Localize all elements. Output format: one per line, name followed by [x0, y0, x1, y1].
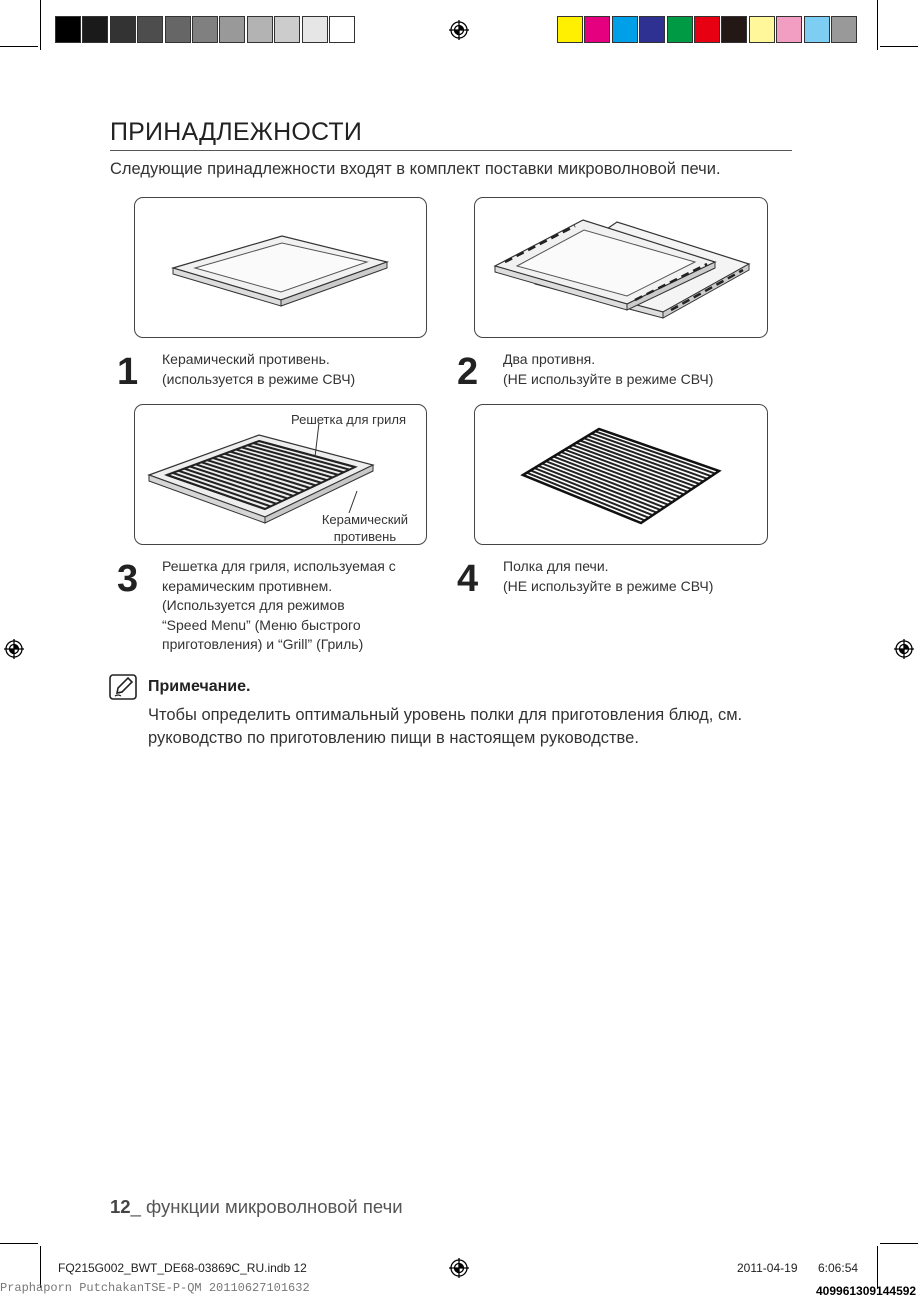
crop-mark [40, 0, 41, 50]
color-swatch [247, 16, 273, 43]
color-swatch [82, 16, 108, 43]
item-caption-4: Полка для печи. (НЕ используйте в режиме СВЧ) [503, 558, 714, 594]
note-body: Чтобы определить оптимальный уровень полки для приготовления блюд, см. руководство по приготовлению пищи в настоящем руководстве. [148, 706, 743, 747]
color-swatch [137, 16, 163, 43]
crop-mark [880, 1243, 918, 1244]
color-swatch [110, 16, 136, 43]
page-footer [110, 1196, 403, 1218]
color-swatch [749, 16, 775, 43]
item-number-2: 2 [457, 351, 479, 393]
item-number-1: 1 [117, 351, 139, 393]
note-heading: Примечание. [148, 678, 251, 695]
footer-section-name: _ функции микроволновой печи [130, 1196, 403, 1217]
color-swatch [192, 16, 218, 43]
slug-filename: FQ215G002_BWT_DE68-03869C_RU.indb 12 [58, 1261, 307, 1275]
ceramic-tray-illustration [134, 197, 427, 338]
color-swatch [219, 16, 245, 43]
page-number: 12 [110, 1196, 131, 1217]
note-pencil-icon [109, 674, 137, 700]
slug-barcode: 409961309144592 [816, 1284, 917, 1298]
registration-mark-icon [4, 639, 24, 659]
title-rule [110, 150, 792, 151]
crop-mark [880, 46, 918, 47]
color-swatch [831, 16, 857, 43]
color-swatch [329, 16, 355, 43]
grill-rack-callout: Решетка для гриля [290, 412, 406, 427]
slug-operator: Praphaporn PutchakanTSE-P-QM 20110627101632 [0, 1281, 310, 1295]
item-caption-2: Два противня. (НЕ используйте в режиме СВЧ) [503, 351, 714, 387]
item-caption-1: Керамический противень. (используется в режиме СВЧ) [162, 351, 356, 387]
ceramic-tray-callout: Керамический противень [321, 512, 408, 544]
color-swatch [584, 16, 610, 43]
item-number-3: 3 [117, 558, 139, 600]
crop-mark [877, 1246, 878, 1288]
intro-text: Следующие принадлежности входят в комплект поставки микроволновой печи. [110, 160, 721, 178]
color-swatch [165, 16, 191, 43]
color-swatch [274, 16, 300, 43]
crop-mark [877, 0, 878, 50]
color-swatch [804, 16, 830, 43]
item-caption-3: Решетка для гриля, используемая с керамическим противнем. (Используется для режимов “Speed Menu” (Меню быстрого приготовления) и “Grill” (Гриль) [162, 558, 396, 652]
item-number-4: 4 [457, 558, 479, 600]
color-swatch [667, 16, 693, 43]
color-swatch [557, 16, 583, 43]
registration-mark-icon [449, 20, 469, 40]
crop-mark [0, 46, 38, 47]
page-title: ПРИНАДЛЕЖНОСТИ [110, 118, 363, 146]
oven-shelf-illustration [474, 404, 768, 545]
registration-mark-icon [894, 639, 914, 659]
color-swatch [55, 16, 81, 43]
color-swatch [721, 16, 747, 43]
crop-mark [0, 1243, 38, 1244]
color-swatch [612, 16, 638, 43]
color-swatch [302, 16, 328, 43]
slug-date: 2011-04-19 [737, 1261, 798, 1275]
color-swatch [694, 16, 720, 43]
color-swatch [639, 16, 665, 43]
two-trays-illustration [474, 197, 768, 338]
grill-rack-tray-illustration [134, 404, 427, 545]
slug-time: 6:06:54 [818, 1261, 859, 1275]
registration-mark-icon [449, 1258, 469, 1278]
color-swatch [776, 16, 802, 43]
